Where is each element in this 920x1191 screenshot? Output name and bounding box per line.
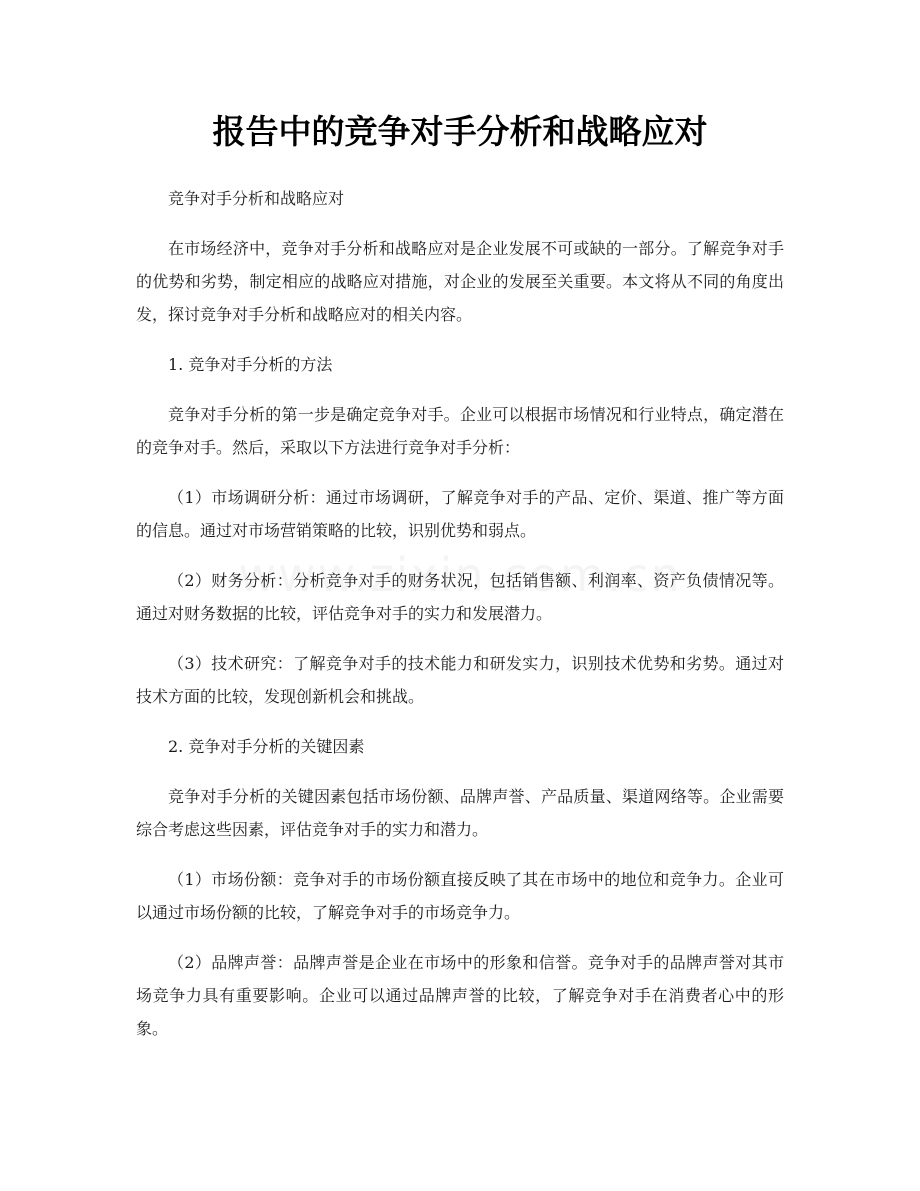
list-item-brand-reputation: （2）品牌声誉：品牌声誉是企业在市场中的形象和信誉。竞争对手的品牌声誉对其市场竞争力具有重要影响。企业可以通过品牌声誉的比较，了解竞争对手在消费者心中的形象。: [136, 953, 784, 1038]
section-heading-1: 1. 竞争对手分析的方法: [168, 355, 333, 374]
list-item-market-share: （1）市场份额：竞争对手的市场份额直接反映了其在市场中的地位和竞争力。企业可以通过市场份额的比较，了解竞争对手的市场竞争力。: [136, 870, 784, 922]
list-item-market-research: （1）市场调研分析：通过市场调研，了解竞争对手的产品、定价、渠道、推广等方面的信息。通过对市场营销策略的比较，识别优势和弱点。: [136, 488, 784, 540]
document-title: 报告中的竞争对手分析和战略应对: [212, 112, 708, 151]
body-paragraph: 竞争对手分析的关键因素包括市场份额、品牌声誉、产品质量、渠道网络等。企业需要综合考虑这些因素，评估竞争对手的实力和潜力。: [136, 787, 784, 839]
body-paragraph: 竞争对手分析的第一步是确定竞争对手。企业可以根据市场情况和行业特点，确定潜在的竞争对手。然后，采取以下方法进行竞争对手分析：: [136, 405, 784, 457]
intro-paragraph: 在市场经济中，竞争对手分析和战略应对是企业发展不可或缺的一部分。了解竞争对手的优势和劣势，制定相应的战略应对措施，对企业的发展至关重要。本文将从不同的角度出发，探讨竞争对手分析和战略应对的相关内容。: [136, 239, 784, 324]
subtitle-paragraph: 竞争对手分析和战略应对: [168, 189, 345, 208]
document-body: [136, 182, 784, 1062]
section-heading-2: 2. 竞争对手分析的关键因素: [168, 737, 365, 756]
list-item-financial-analysis: （2）财务分析：分析竞争对手的财务状况，包括销售额、利润率、资产负债情况等。通过对财务数据的比较，评估竞争对手的实力和发展潜力。: [136, 571, 784, 623]
list-item-tech-research: （3）技术研究：了解竞争对手的技术能力和研发实力，识别技术优势和劣势。通过对技术方面的比较，发现创新机会和挑战。: [136, 654, 784, 706]
